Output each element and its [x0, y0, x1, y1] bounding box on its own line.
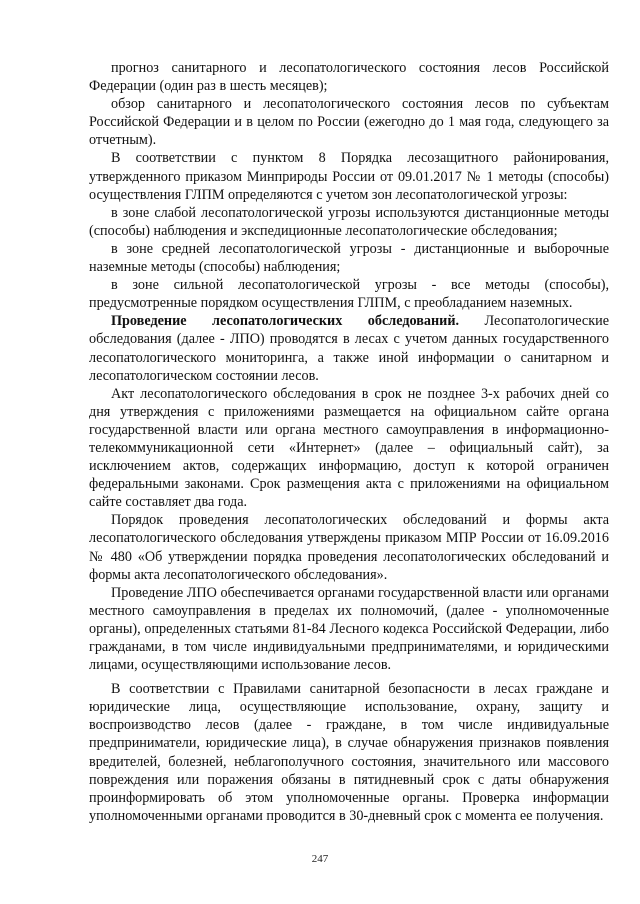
paragraph-2: обзор санитарного и лесопатологического состояния лесов по субъектам Российской Федерации и в целом по России (ежегодно до 1 мая года, следующего за отчетным).: [89, 96, 609, 149]
paragraph-1: прогноз санитарного и лесопатологического состояния лесов Российской Федерации (один раз в шесть месяцев);: [89, 60, 609, 95]
paragraph-4: в зоне слабой лесопатологической угрозы используются дистанционные методы (способы) наблюдения и экспедиционные лесопатологические обследования;: [89, 204, 609, 239]
paragraph-9: Порядок проведения лесопатологических обследований и формы акта лесопатологического обследования утверждены приказом МПР России от 16.09.2016 № 480 «Об утверждении порядка проведения лесопатологических обследований и формы акта лесопатологического обследования».: [89, 512, 609, 583]
paragraph-11: В соответствии с Правилами санитарной безопасности в лесах граждане и юридические лица, осуществляющие использование, охрану, защиту и воспроизводство лесов (далее - граждане, в том числе индивидуальные предприниматели, юридические лица), в случае обнаружения признаков появления вредителей, болезней, неблагополучного состояния, значительного или массового повреждения или поражения обязаны в пятидневный срок с даты обнаружения проинформировать об этом уполномоченные органы. Проверка информации уполномоченными органами проводится в 30-дневный срок с момента ее получения.: [89, 681, 609, 824]
page-number: 247: [311, 853, 329, 865]
paragraph-10: Проведение ЛПО обеспечивается органами государственной власти или органами местного самоуправления в пределах их полномочий, (далее - уполномоченные органы), определенных статьями 81-84 Лесного кодекса Российской Федерации, либо гражданами, в том числе индивидуальными предпринимателями, и юридическими лицами, осуществляющими использование лесов.: [89, 584, 609, 674]
section-heading-inline: Проведение лесопатологических обследований.: [111, 313, 460, 330]
paragraph-3: В соответствии с пунктом 8 Порядка лесозащитного районирования, утвержденного приказом Минприроды России от 09.01.2017 № 1 методы (способы) осуществления ГЛПМ определяются с учетом зон лесопатологической угрозы:: [89, 150, 609, 203]
paragraph-5: в зоне средней лесопатологической угрозы - дистанционные и выборочные наземные методы (способы) наблюдения;: [89, 240, 609, 276]
paragraph-8: Акт лесопатологического обследования в срок не позднее 3-х рабочих дней со дня утверждения с приложениями размещается на официальном сайте органа государственной власти или органа местного самоуправления в информационно-телекоммуникационной сети «Интернет» (далее – официальный сайт), за исключением актов, содержащих информацию, доступ к которой ограничен федеральными законами. Срок размещения акта с приложениями на официальном сайте составляет два года.: [89, 385, 609, 511]
paragraph-7: [89, 312, 609, 384]
paragraph-6: в зоне сильной лесопатологической угрозы - все методы (способы), предусмотренные порядком осуществления ГЛПМ, с преобладанием наземных.: [89, 277, 609, 312]
paragraph-7-text: Лесопатологические обследования (далее - ЛПО) проводятся в лесах с учетом данных государственного лесопатологического мониторинга, а также иной информации о санитарном и лесопатологическом состоянии лесов.: [89, 313, 609, 384]
document-page: [89, 59, 609, 825]
